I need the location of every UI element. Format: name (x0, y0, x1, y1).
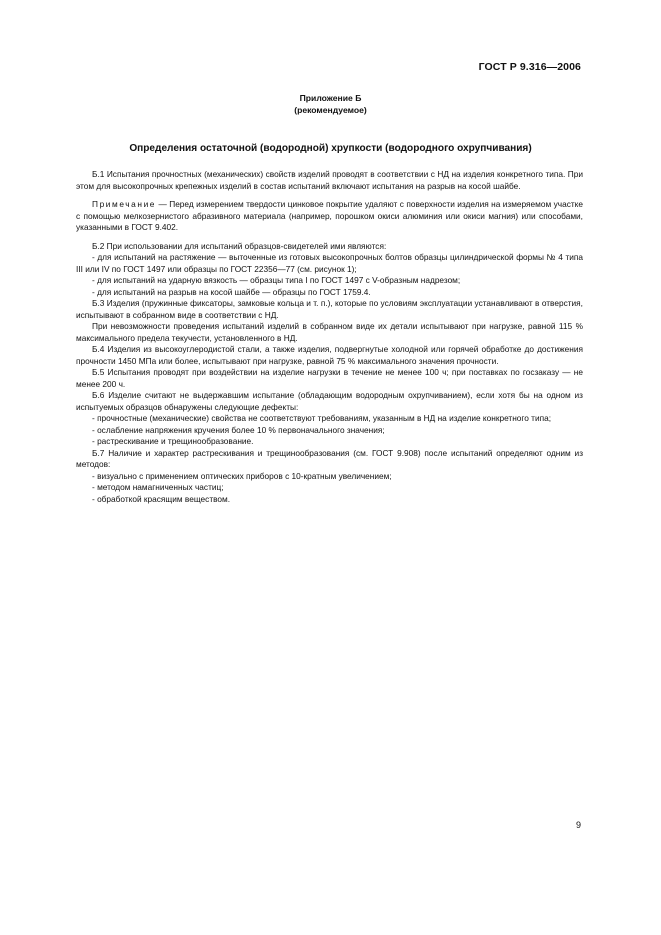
list-item: - ослабление напряжения кручения более 10 % первоначального значения; (92, 424, 385, 435)
note-text: Перед измерением твердости цинковое покрытие удаляют с поверхности изделия на измеряемом участке с помощью мелкозернистого абразивного материала (например, порошком окиси алюминия или окиси магния) или способами, указанными в ГОСТ 9.402. (76, 199, 584, 232)
paragraph-b1: Б.1 Испытания прочностных (механических) свойств изделий проводят в соответствии с НД на изделия конкретного типа. При этом для высокопрочных крепежных изделий в состав испытаний включают испытания на разрыв на косой шайбе. (76, 169, 583, 191)
document-body (76, 169, 583, 505)
list-item: - для испытаний на ударную вязкость — образцы типа I по ГОСТ 1497 с V-образным надрезом; (92, 275, 461, 285)
list-item: - прочностные (механические) свойства не соответствуют требованиям, указанным в НД на изделие конкретного типа; (92, 413, 552, 423)
paragraph-b2: Б.2 При использовании для испытаний образцов-свидетелей ими являются: (92, 240, 387, 251)
list-item: - визуально с применением оптических приборов с 10-кратным увеличением; (92, 470, 392, 481)
paragraph-b7: Б.7 Наличие и характер растрескивания и трещинообразования (см. ГОСТ 9.908) после испытаний определяют одним из методов: (76, 447, 583, 469)
note-label: Примечание (92, 199, 157, 209)
list-item: - обработкой красящим веществом. (92, 493, 231, 504)
note-paragraph (76, 199, 583, 234)
section-heading: Определения остаточной (водородной) хрупкости (водородного охрупчивания) (129, 143, 532, 154)
paragraph-b3-continued: При невозможности проведения испытаний изделий в собранном виде их детали испытывают при нагрузке, равной 115 % максимального предела текучести, установленного в НД. (76, 321, 583, 343)
paragraph-b5: Б.5 Испытания проводят при воздействии на изделие нагрузки в течение не менее 100 ч; при поставках по госзаказу — не менее 200 ч. (76, 367, 583, 389)
paragraph-b6: Б.6 Изделие считают не выдержавшим испытание (обладающим водородным охрупчиванием), если хотя бы на одном из испытуемых образцов обнаружены следующие дефекты: (76, 390, 583, 412)
list-item: - методом намагниченных частиц; (92, 482, 224, 492)
paragraph-b4: Б.4 Изделия из высокоуглеродистой стали, а также изделия, подвергнутые холодной или горячей обработке до достижения прочности 1450 МПа или более, испытывают при нагрузке, равной 75 % максимального значения прочности. (76, 344, 583, 366)
list-item: - для испытаний на разрыв на косой шайбе — образцы по ГОСТ 1759.4. (92, 286, 371, 297)
appendix-subtitle: (рекомендуемое) (294, 105, 367, 115)
paragraph-b3: Б.3 Изделия (пружинные фиксаторы, замковые кольца и т. п.), которые по условиям эксплуатации устанавливают в отверстия, испытывают в собранном виде в соответствии с НД. (76, 298, 583, 320)
appendix-title-block (0, 92, 661, 116)
appendix-title: Приложение Б (299, 93, 362, 103)
document-code: ГОСТ Р 9.316—2006 (478, 61, 581, 73)
list-item: - для испытаний на растяжение — выточенные из готовых высокопрочных болтов образцы цилиндрической формы № 4 типа III или IV по ГОСТ 1497 или образцы по ГОСТ 22356—77 (см. рисунок 1); (76, 252, 583, 274)
list-item: - растрескивание и трещинообразование. (92, 436, 254, 446)
note-dash: — (158, 199, 167, 209)
page-number: 9 (575, 820, 581, 830)
